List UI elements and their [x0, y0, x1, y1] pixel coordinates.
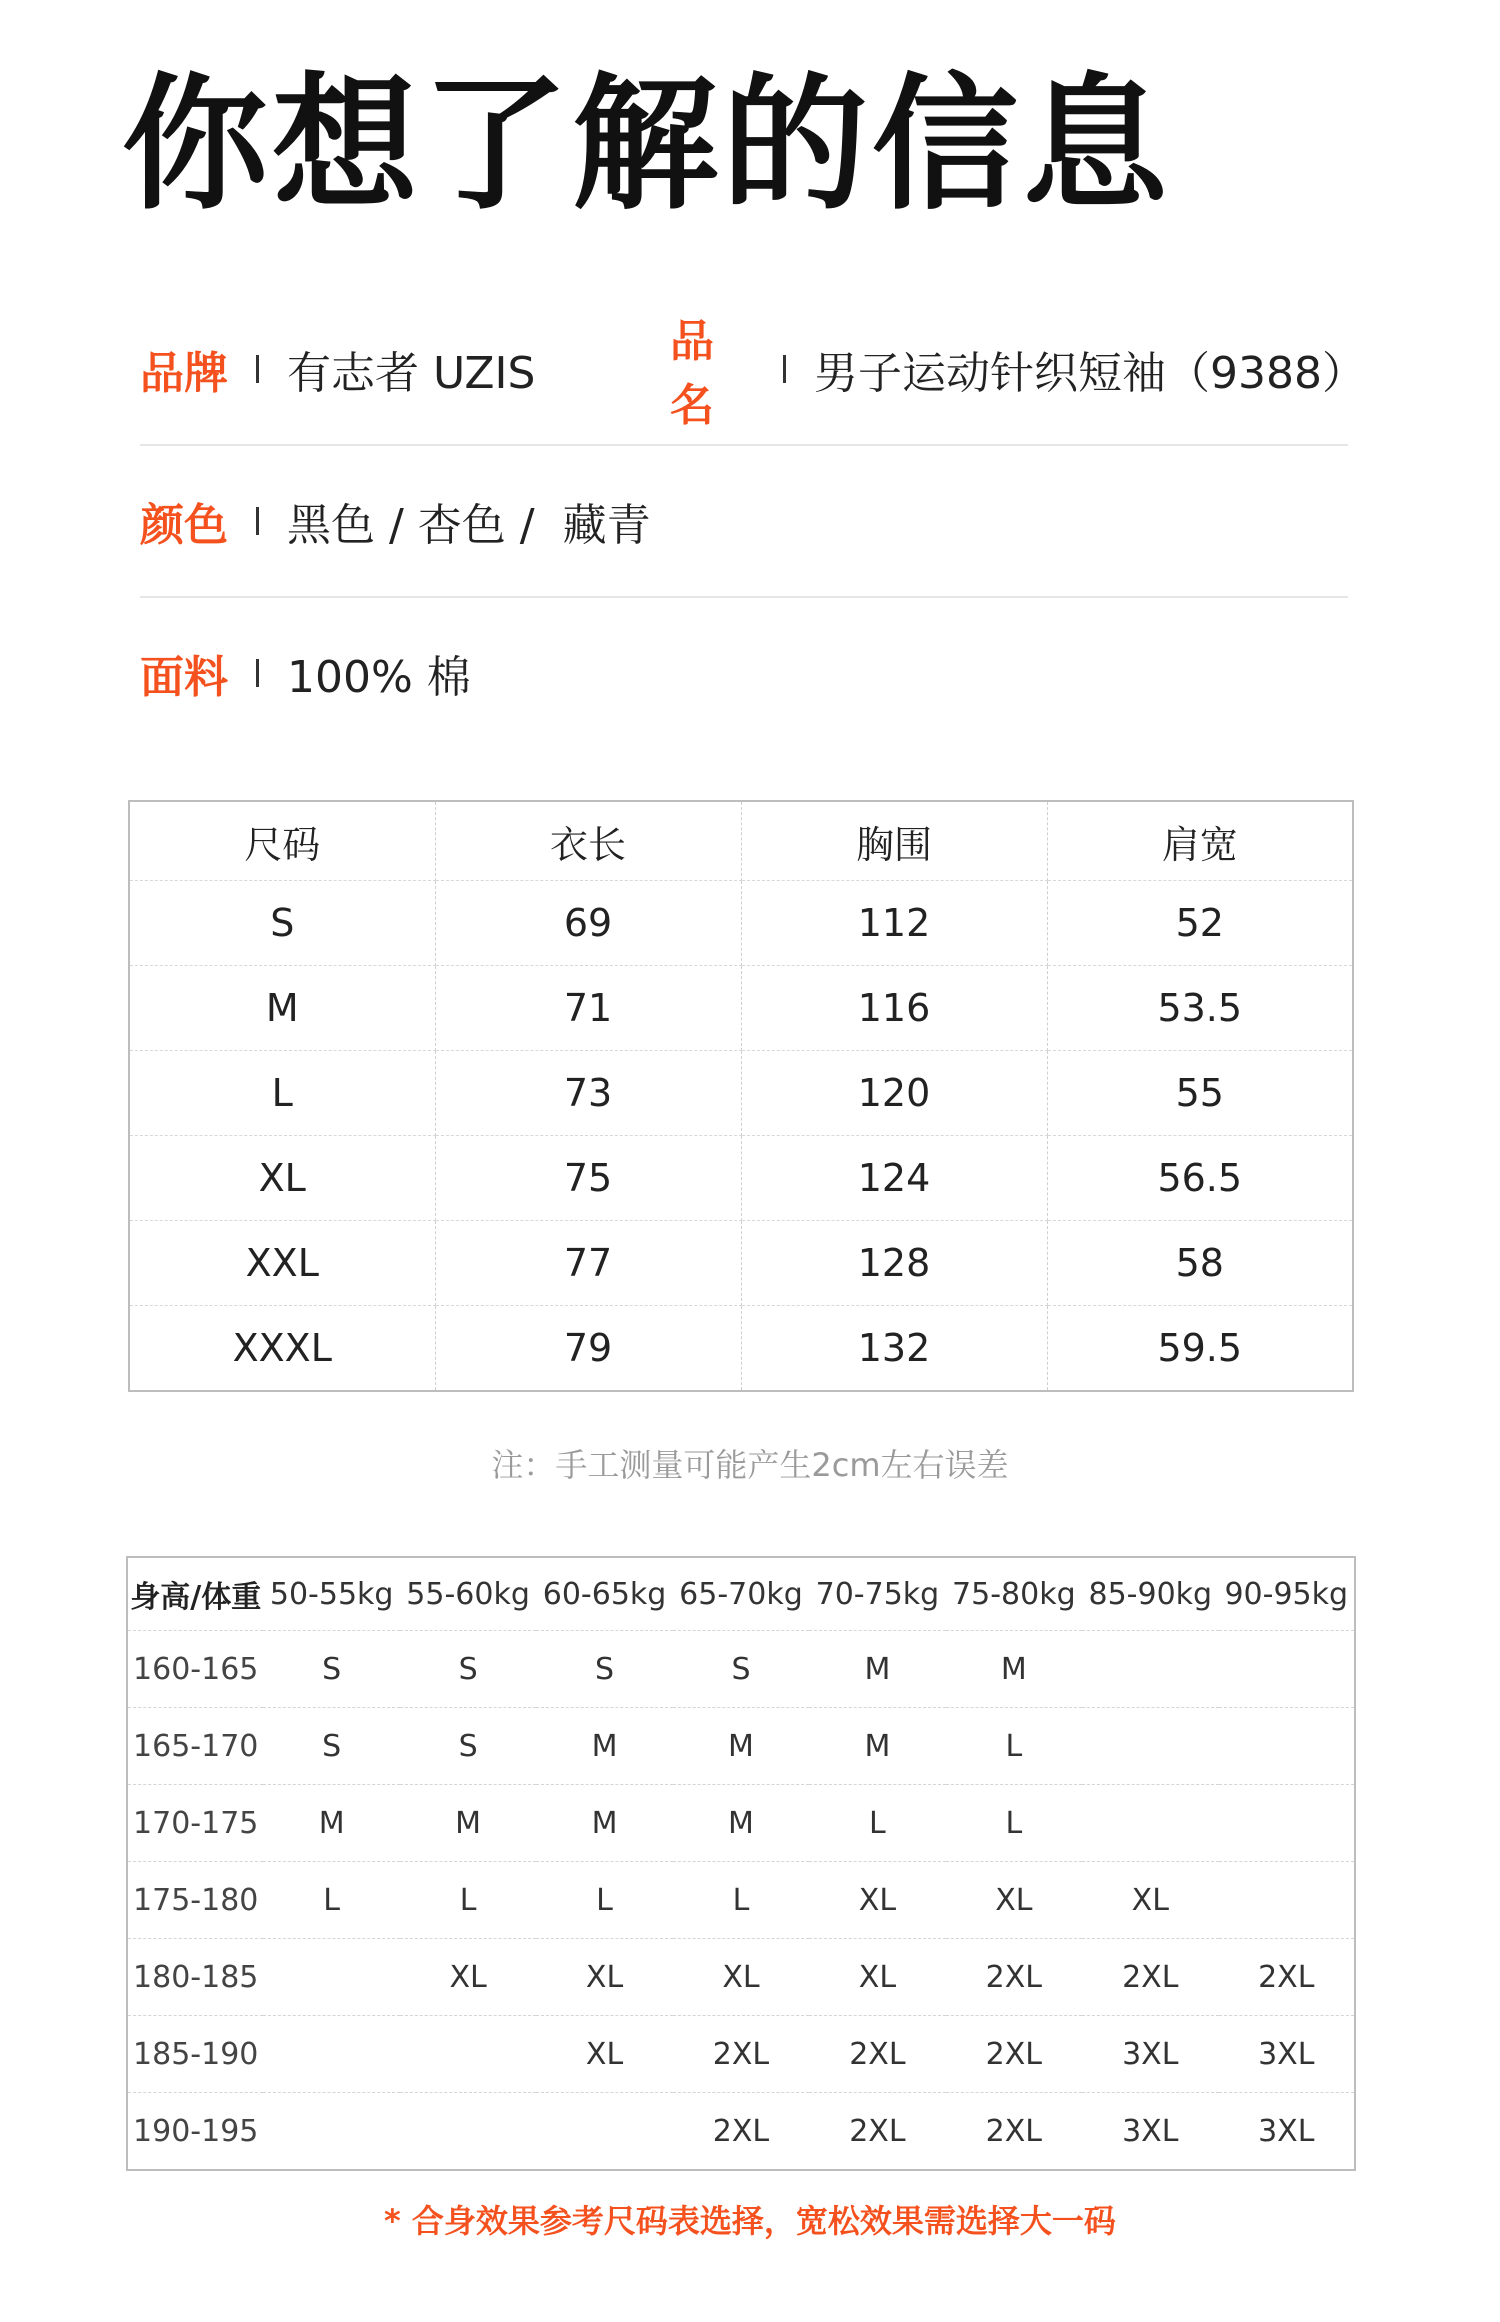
height-range-cell: 160-165 [127, 1631, 263, 1708]
size-table-cell: 69 [435, 881, 741, 966]
height-weight-corner-cell: 身高/体重 [127, 1557, 263, 1631]
weight-header-cell: 65-70kg [673, 1557, 809, 1631]
recommended-size-cell [1082, 1785, 1218, 1862]
recommended-size-cell: M [673, 1708, 809, 1785]
recommended-size-cell: XL [400, 1939, 536, 2016]
recommended-size-cell: S [673, 1631, 809, 1708]
size-table [128, 800, 1354, 1392]
size-table-cell: 128 [741, 1221, 1047, 1306]
size-table-cell: 71 [435, 966, 741, 1051]
recommended-size-cell: M [536, 1708, 672, 1785]
measurement-note: 注：手工测量可能产生2cm左右误差 [491, 1446, 1009, 1484]
table-row [127, 1708, 1355, 1785]
fit-advice-footer: * 合身效果参考尺码表选择，宽松效果需选择大一码 [384, 2202, 1116, 2240]
recommended-size-cell: M [809, 1708, 945, 1785]
recommended-size-cell: 2XL [985, 2113, 1043, 2149]
recommended-size-cell [1219, 1631, 1356, 1708]
weight-header-cell: 90-95kg [1219, 1557, 1356, 1631]
height-range-cell: 170-175 [127, 1785, 263, 1862]
info-row-brand [140, 294, 1367, 446]
size-table-cell: 52 [1047, 881, 1353, 966]
size-table-cell: 124 [741, 1136, 1047, 1221]
size-table-cell: XL [129, 1136, 435, 1221]
height-range-cell: 185-190 [127, 2016, 263, 2093]
recommended-size-cell: L [946, 1785, 1082, 1862]
recommended-size-cell: L [809, 1785, 945, 1862]
recommended-size-cell [400, 2093, 536, 2171]
recommended-size-cell: 2XL [849, 2113, 906, 2149]
weight-header-cell: 50-55kg [263, 1557, 399, 1631]
recommended-size-cell: XL [536, 1939, 672, 2016]
size-table-cell: 55 [1047, 1051, 1353, 1136]
divider-bar [256, 659, 259, 687]
info-row-fabric [140, 598, 1348, 748]
recommended-size-cell [1082, 1708, 1218, 1785]
size-table-cell: 58 [1047, 1221, 1353, 1306]
recommended-size-cell: 2XL [673, 2016, 809, 2093]
size-header-cell: 胸围 [741, 801, 1047, 881]
size-header-cell: 衣长 [435, 801, 741, 881]
height-range-cell: 190-195 [133, 2113, 259, 2149]
recommended-size-cell: 3XL [1082, 2016, 1218, 2093]
divider-bar [783, 355, 786, 383]
size-table-cell: S [129, 881, 435, 966]
product-name-info [670, 305, 1367, 433]
fit-table-header-row [127, 1557, 1355, 1631]
color-label: 颜色 [140, 500, 228, 551]
size-table-cell: 112 [741, 881, 1047, 966]
size-table-header-row [129, 801, 1353, 881]
size-table-cell: 75 [435, 1136, 741, 1221]
recommended-size-cell: 3XL [1122, 2113, 1179, 2149]
size-header-cell: 尺码 [129, 801, 435, 881]
product-name-label: 品名 [670, 316, 714, 431]
recommended-size-cell: 3XL [1219, 2016, 1356, 2093]
recommended-size-cell [1219, 1708, 1356, 1785]
size-table-cell: L [129, 1051, 435, 1136]
size-table-cell: 132 [741, 1306, 1047, 1392]
height-range-cell: 175-180 [127, 1862, 263, 1939]
recommended-size-cell: XL [673, 1939, 809, 2016]
recommended-size-cell: 2XL [946, 2016, 1082, 2093]
recommended-size-cell [1219, 1862, 1356, 1939]
brand-value: 有志者 UZIS [287, 348, 536, 399]
recommended-size-cell: 2XL [809, 2016, 945, 2093]
size-table-cell: XXXL [129, 1306, 435, 1392]
recommended-size-cell: 2XL [1219, 1939, 1356, 2016]
size-table-cell: 59.5 [1157, 1326, 1243, 1370]
recommended-size-cell: L [263, 1862, 399, 1939]
table-row [129, 1136, 1353, 1221]
divider-bar [256, 355, 259, 383]
recommended-size-cell: XL [946, 1862, 1082, 1939]
recommended-size-cell: M [536, 1785, 672, 1862]
recommended-size-cell: S [536, 1631, 672, 1708]
recommended-size-cell: S [400, 1708, 536, 1785]
size-table-cell: 116 [741, 966, 1047, 1051]
recommended-size-cell: 2XL [1082, 1939, 1218, 2016]
brand-info [140, 337, 535, 401]
size-table-cell: XXL [129, 1221, 435, 1306]
fabric-label: 面料 [140, 652, 228, 703]
size-table-cell: 53.5 [1047, 966, 1353, 1051]
divider-bar [256, 507, 259, 535]
recommended-size-cell: L [536, 1862, 672, 1939]
recommended-size-cell [263, 2016, 399, 2093]
recommended-size-cell: M [946, 1631, 1082, 1708]
size-table-cell: 73 [435, 1051, 741, 1136]
weight-header-cell: 70-75kg [809, 1557, 945, 1631]
table-row [129, 1051, 1353, 1136]
table-row [127, 1631, 1355, 1708]
color-info [140, 489, 651, 553]
recommended-size-cell: XL [809, 1862, 945, 1939]
fabric-info [140, 641, 471, 705]
recommended-size-cell: L [946, 1708, 1082, 1785]
recommended-size-cell: XL [1082, 1862, 1218, 1939]
size-table-cell: 77 [435, 1221, 741, 1306]
table-row [127, 1862, 1355, 1939]
recommended-size-cell: L [400, 1862, 536, 1939]
table-row [129, 881, 1353, 966]
fit-table-body [127, 1631, 1355, 2171]
size-table-cell: M [129, 966, 435, 1051]
recommended-size-cell: M [263, 1785, 399, 1862]
fit-table [126, 1556, 1356, 2171]
recommended-size-cell: M [673, 1785, 809, 1862]
table-row [129, 966, 1353, 1051]
color-value: 黑色 / 杏色 / 藏青 [287, 500, 651, 551]
product-name-value: 男子运动针织短袖（9388） [814, 348, 1367, 399]
weight-header-cell: 55-60kg [400, 1557, 536, 1631]
brand-label: 品牌 [140, 348, 228, 399]
recommended-size-cell: 2XL [712, 2113, 770, 2149]
table-row [127, 2016, 1355, 2093]
recommended-size-cell [1219, 1785, 1356, 1862]
size-header-cell: 肩宽 [1047, 801, 1353, 881]
height-range-cell: 165-170 [127, 1708, 263, 1785]
recommended-size-cell: M [400, 1785, 536, 1862]
page-title: 你想了解的信息 [122, 60, 1172, 230]
recommended-size-cell [1082, 1631, 1218, 1708]
recommended-size-cell: 3XL [1258, 2113, 1315, 2149]
height-range-cell: 180-185 [127, 1939, 263, 2016]
fabric-value: 100% 棉 [287, 652, 471, 703]
table-row [127, 2093, 1355, 2171]
weight-header-cell: 60-65kg [536, 1557, 672, 1631]
recommended-size-cell: L [673, 1862, 809, 1939]
recommended-size-cell: 2XL [946, 1939, 1082, 2016]
table-row [127, 1939, 1355, 2016]
weight-header-cell: 85-90kg [1082, 1557, 1218, 1631]
table-row [129, 1221, 1353, 1306]
recommended-size-cell [263, 1939, 399, 2016]
info-row-color [140, 446, 1348, 598]
size-table-body [129, 881, 1353, 1392]
size-table-cell: 120 [741, 1051, 1047, 1136]
weight-header-cell: 75-80kg [946, 1557, 1082, 1631]
table-row [127, 1785, 1355, 1862]
size-table-cell: 79 [435, 1306, 741, 1392]
size-table-cell: 56.5 [1047, 1136, 1353, 1221]
recommended-size-cell: XL [809, 1939, 945, 2016]
recommended-size-cell: S [263, 1631, 399, 1708]
recommended-size-cell: S [263, 1708, 399, 1785]
recommended-size-cell [536, 2093, 672, 2171]
recommended-size-cell: S [400, 1631, 536, 1708]
recommended-size-cell: M [809, 1631, 945, 1708]
table-row [129, 1306, 1353, 1392]
recommended-size-cell [400, 2016, 536, 2093]
recommended-size-cell: XL [536, 2016, 672, 2093]
recommended-size-cell [263, 2093, 399, 2171]
